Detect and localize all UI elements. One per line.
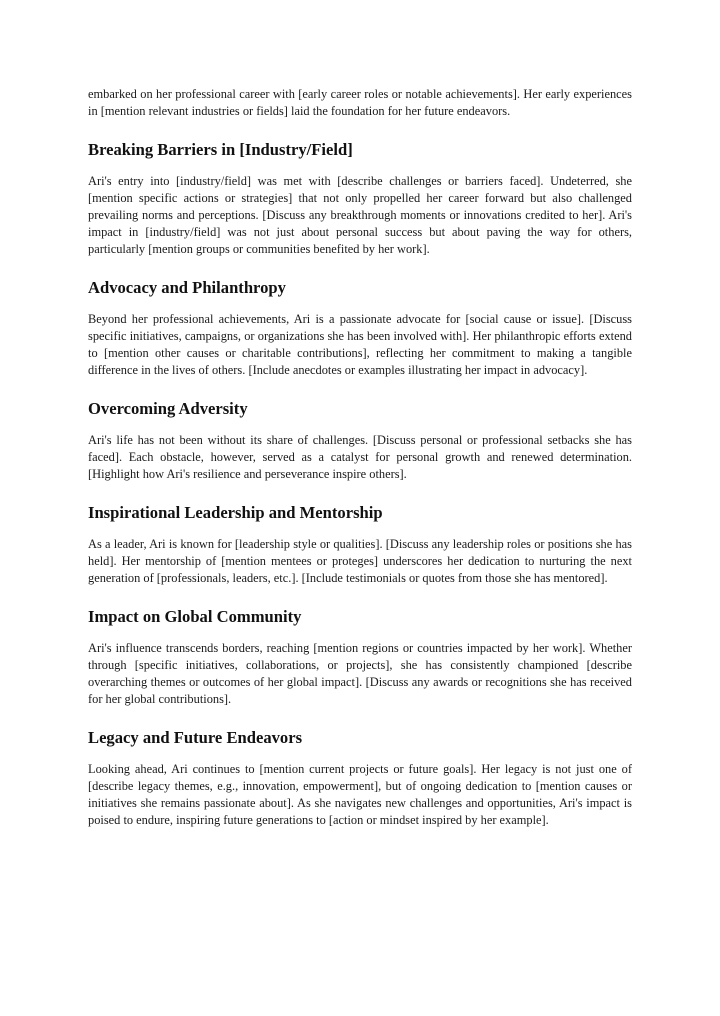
section-heading: Inspirational Leadership and Mentorship xyxy=(88,503,383,522)
section-heading: Breaking Barriers in [Industry/Field] xyxy=(88,140,353,159)
intro-paragraph: embarked on her professional career with [early career roles or notable achievements]. Her early experiences in [mention relevant industries or fields] laid the foundation for her future endeavors. xyxy=(88,87,632,118)
section-paragraph: Ari's life has not been without its share of challenges. [Discuss personal or professional setbacks she has faced]. Each obstacle, however, served as a catalyst for personal growth and renewed determination. [Highlight how Ari's resilience and perseverance inspire others]. xyxy=(88,433,632,481)
section-global-impact xyxy=(88,607,632,708)
section-paragraph: Looking ahead, Ari continues to [mention current projects or future goals]. Her legacy is not just one of [describe legacy themes, e.g., innovation, empowerment], but of ongoing dedication to [mention causes or initiatives she remains passionate about]. As she navigates new challenges and opportunities, Ari's impact is poised to endure, inspiring future generations to [action or mindset inspired by her example]. xyxy=(88,762,632,827)
section-overcoming-adversity xyxy=(88,399,632,483)
section-legacy xyxy=(88,728,632,829)
section-paragraph: Ari's influence transcends borders, reaching [mention regions or countries impacted by her work]. Whether through [specific initiatives, collaborations, or projects], she has consistently championed [describe overarching themes or outcomes of her global impact]. [Discuss any awards or recognitions she has received for her global contributions]. xyxy=(88,641,632,706)
section-heading: Advocacy and Philanthropy xyxy=(88,278,286,297)
section-leadership xyxy=(88,503,632,587)
section-paragraph: Beyond her professional achievements, Ari is a passionate advocate for [social cause or issue]. [Discuss specific initiatives, campaigns, or organizations she has been involved with]. Her philanthropic efforts extend to [mention other causes or charitable contributions], reflecting her commitment to making a tangible difference in the lives of others. [Include anecdotes or examples illustrating her impact in advocacy]. xyxy=(88,312,632,377)
section-advocacy xyxy=(88,278,632,379)
document-page xyxy=(88,86,632,829)
section-heading: Impact on Global Community xyxy=(88,607,302,626)
section-heading: Overcoming Adversity xyxy=(88,399,248,418)
section-paragraph: As a leader, Ari is known for [leadership style or qualities]. [Discuss any leadership roles or positions she has held]. Her mentorship of [mention mentees or proteges] underscores her dedication to nurturing the next generation of [professionals, leaders, etc.]. [Include testimonials or quotes from those she has mentored]. xyxy=(88,537,632,585)
section-paragraph: Ari's entry into [industry/field] was met with [describe challenges or barriers faced]. Undeterred, she [mention specific actions or strategies] that not only propelled her career forward but also challenged prevailing norms and perceptions. [Discuss any breakthrough moments or innovations credited to her]. Ari's impact in [industry/field] was not just about personal success but about paving the way for others, particularly [mention groups or communities benefited by her work]. xyxy=(88,174,632,256)
section-heading: Legacy and Future Endeavors xyxy=(88,728,303,747)
section-breaking-barriers xyxy=(88,140,632,258)
